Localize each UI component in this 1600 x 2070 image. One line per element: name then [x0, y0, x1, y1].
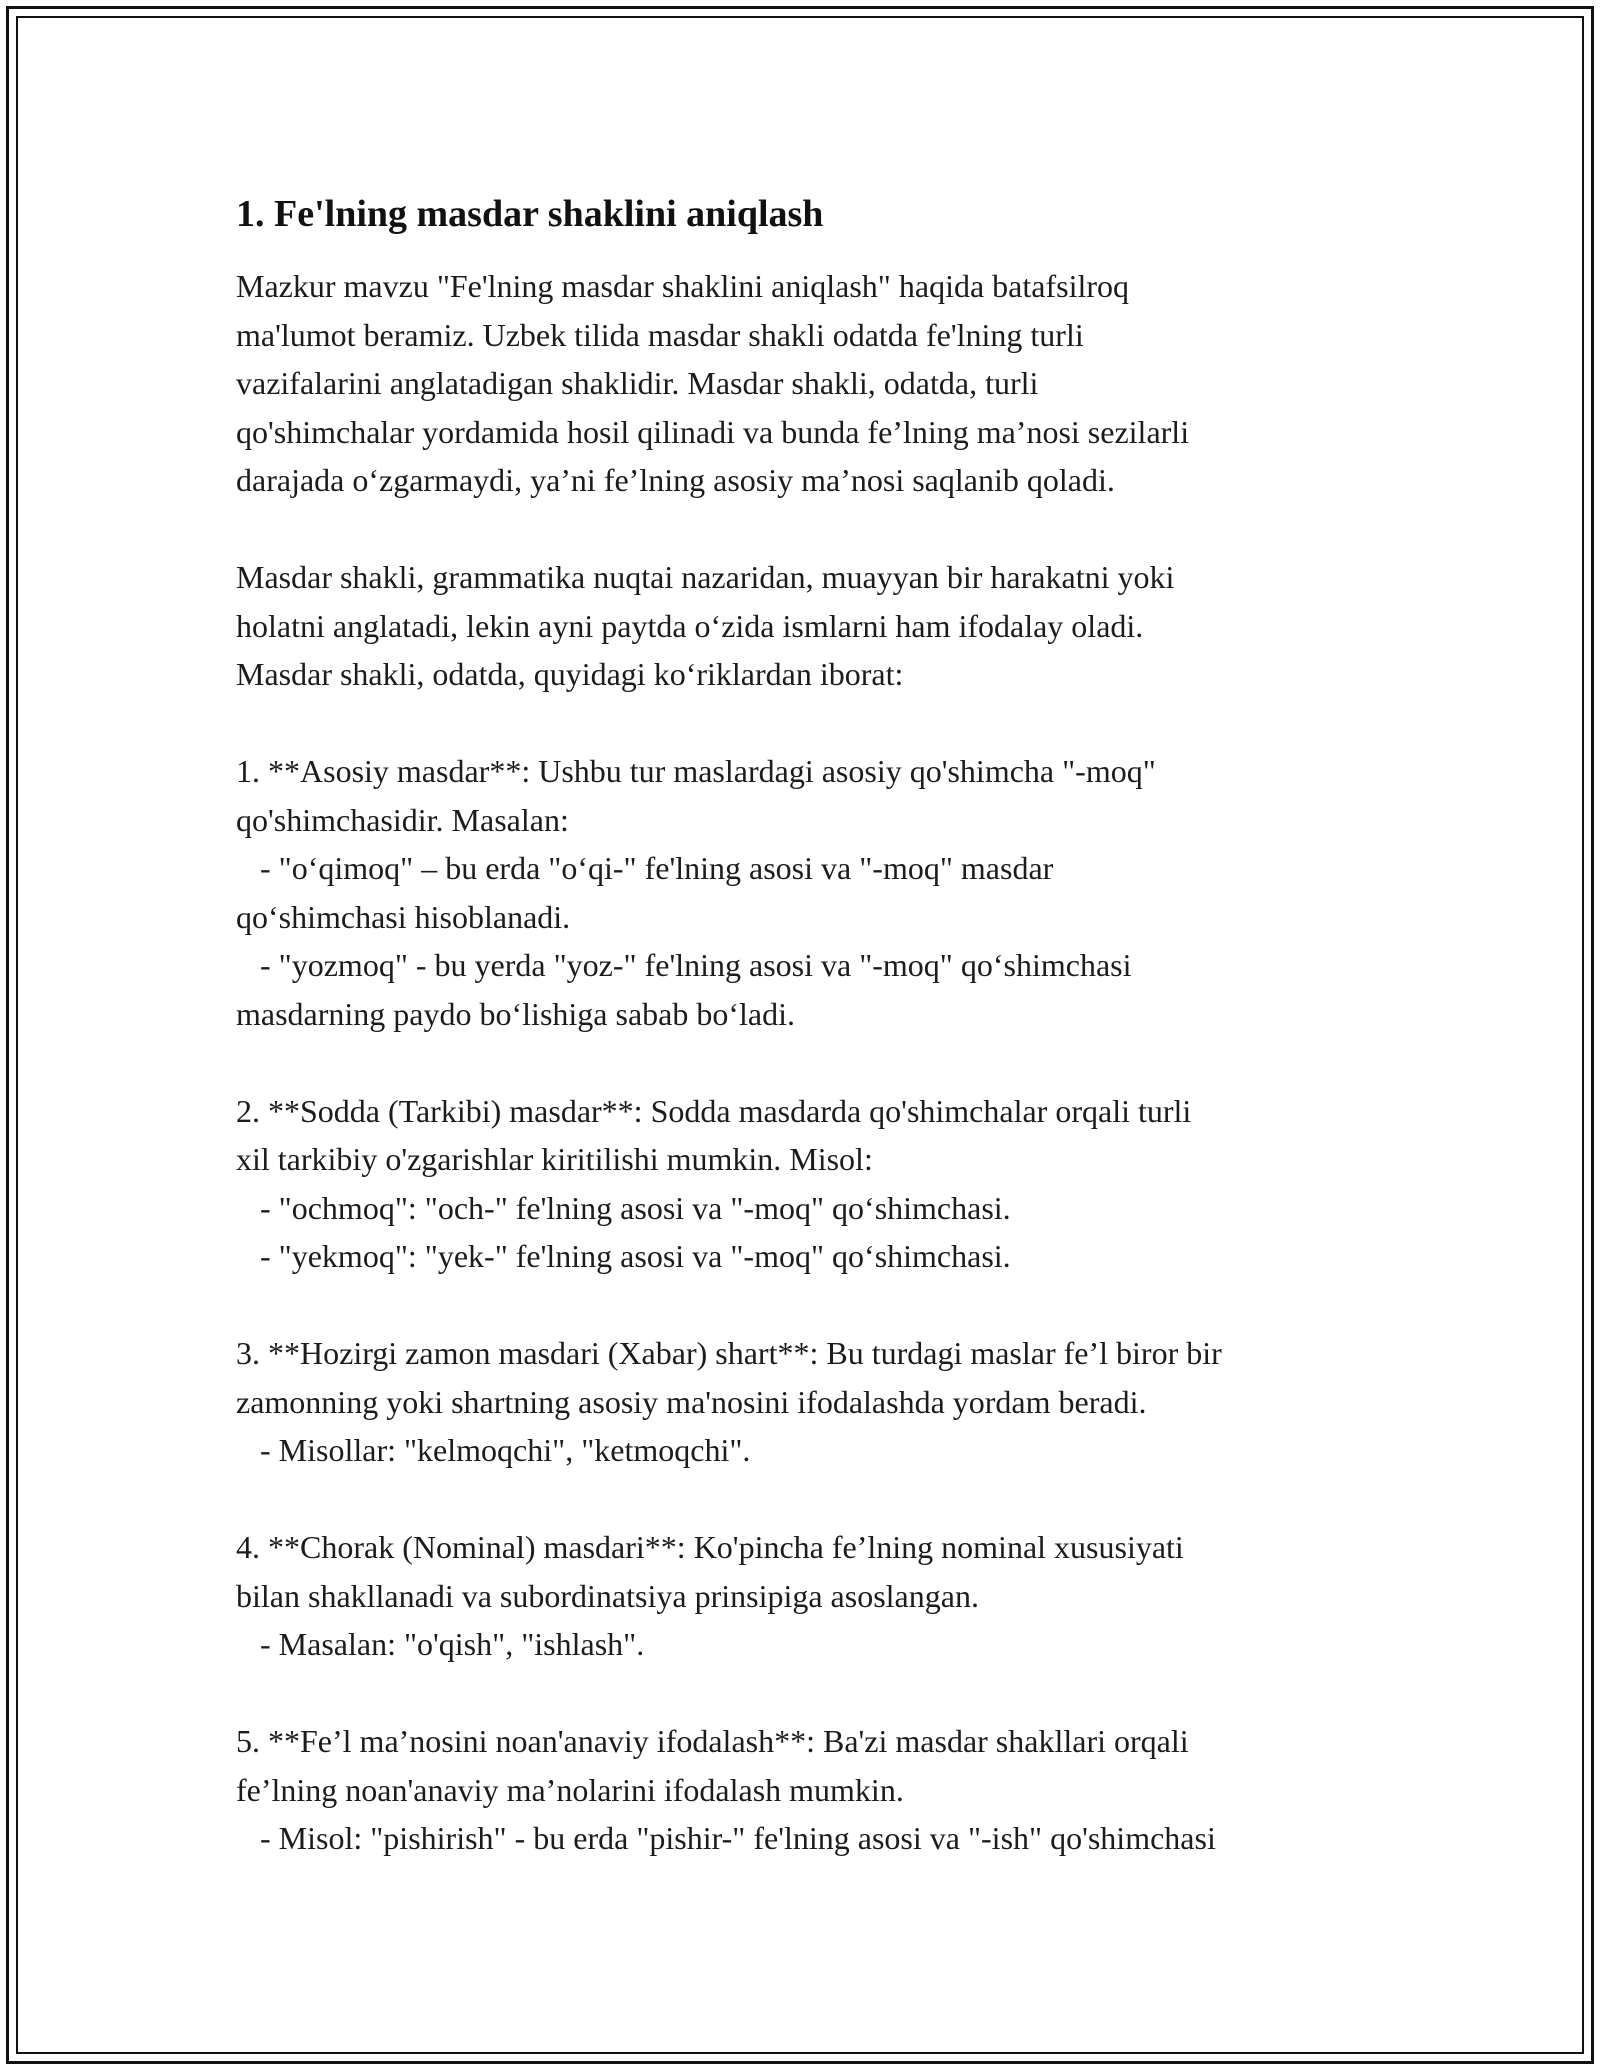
text-line: - Masalan: "o'qish", "ishlash".: [236, 1626, 645, 1662]
paragraph-gap: [236, 505, 1416, 554]
text-line: - "ochmoq": "och-" fe'lning asosi va "-moq" qo‘shimchasi.: [236, 1189, 1011, 1226]
text-line: xil tarkibiy o'zgarishlar kiritilishi mumkin. Misol:: [236, 1141, 873, 1177]
text-line: Masdar shakli, grammatika nuqtai nazaridan, muayyan bir harakatni yoki: [236, 559, 1175, 595]
text-line: Mazkur mavzu "Fe'lning masdar shaklini aniqlash" haqida batafsilroq: [236, 268, 1129, 304]
paragraph-gap: [236, 1038, 1416, 1087]
text-line: darajada o‘zgarmaydi, ya’ni fe’lning asosiy ma’nosi saqlanib qoladi.: [236, 462, 1115, 498]
text-line: masdarning paydo bo‘lishiga sabab bo‘ladi.: [236, 995, 795, 1032]
text-line: 5. **Fe’l ma’nosini noan'anaviy ifodalash**: Ba'zi masdar shakllari orqali: [236, 1723, 1189, 1759]
text-line: vazifalarini anglatadigan shaklidir. Masdar shakli, odatda, turli: [236, 365, 1039, 401]
text-line: 3. **Hozirgi zamon masdari (Xabar) shart**: Bu turdagi maslar fe’l biror bir: [236, 1335, 1222, 1371]
document-body: [236, 188, 1416, 1863]
text-line: qo'shimchalar yordamida hosil qilinadi va bunda fe’lning ma’nosi sezilarli: [236, 413, 1190, 450]
text-line: - "yekmoq": "yek-" fe'lning asosi va "-moq" qo‘shimchasi.: [236, 1238, 1011, 1274]
text-line: 1. **Asosiy masdar**: Ushbu tur maslardagi asosiy qo'shimcha "-moq": [236, 753, 1156, 789]
text-line: - Misollar: "kelmoqchi", "ketmoqchi".: [236, 1432, 751, 1468]
text-line: Masdar shakli, odatda, quyidagi ko‘riklardan iborat:: [236, 656, 904, 692]
document-title: 1. Fe'lning masdar shaklini aniqlash: [236, 193, 824, 235]
text-line: 4. **Chorak (Nominal) masdari**: Ko'pincha fe’lning nominal xususiyati: [236, 1529, 1184, 1565]
text-line: qo'shimchasidir. Masalan:: [236, 801, 569, 838]
text-line: qo‘shimchasi hisoblanadi.: [236, 898, 571, 935]
paragraph-gap: [236, 1475, 1416, 1524]
paragraph-gap: [236, 1669, 1416, 1718]
text-line: fe’lning noan'anaviy ma’nolarini ifodalash mumkin.: [236, 1771, 904, 1808]
text-line: ma'lumot beramiz. Uzbek tilida masdar shakli odatda fe'lning turli: [236, 316, 1084, 353]
paragraph-gap: [236, 699, 1416, 748]
text-line: 2. **Sodda (Tarkibi) masdar**: Sodda masdarda qo'shimchalar orqali turli: [236, 1092, 1192, 1129]
paragraph-gap: [236, 1281, 1416, 1330]
text-line: bilan shakllanadi va subordinatsiya prinsipiga asoslangan.: [236, 1577, 979, 1614]
text-line: - Misol: "pishirish" - bu erda "pishir-" fe'lning asosi va "-ish" qo'shimchasi: [236, 1820, 1216, 1856]
text-line: zamonning yoki shartning asosiy ma'nosini ifodalashda yordam beradi.: [236, 1383, 1147, 1420]
text-line: - "yozmoq" - bu yerda "yoz-" fe'lning asosi va "-moq" qo‘shimchasi: [236, 947, 1132, 983]
text-line: holatni anglatadi, lekin ayni paytda o‘zida ismlarni ham ifodalay oladi.: [236, 607, 1144, 644]
text-line: - "o‘qimoq" – bu erda "o‘qi-" fe'lning asosi va "-moq" masdar: [236, 850, 1054, 886]
document-text: [236, 262, 1416, 1863]
